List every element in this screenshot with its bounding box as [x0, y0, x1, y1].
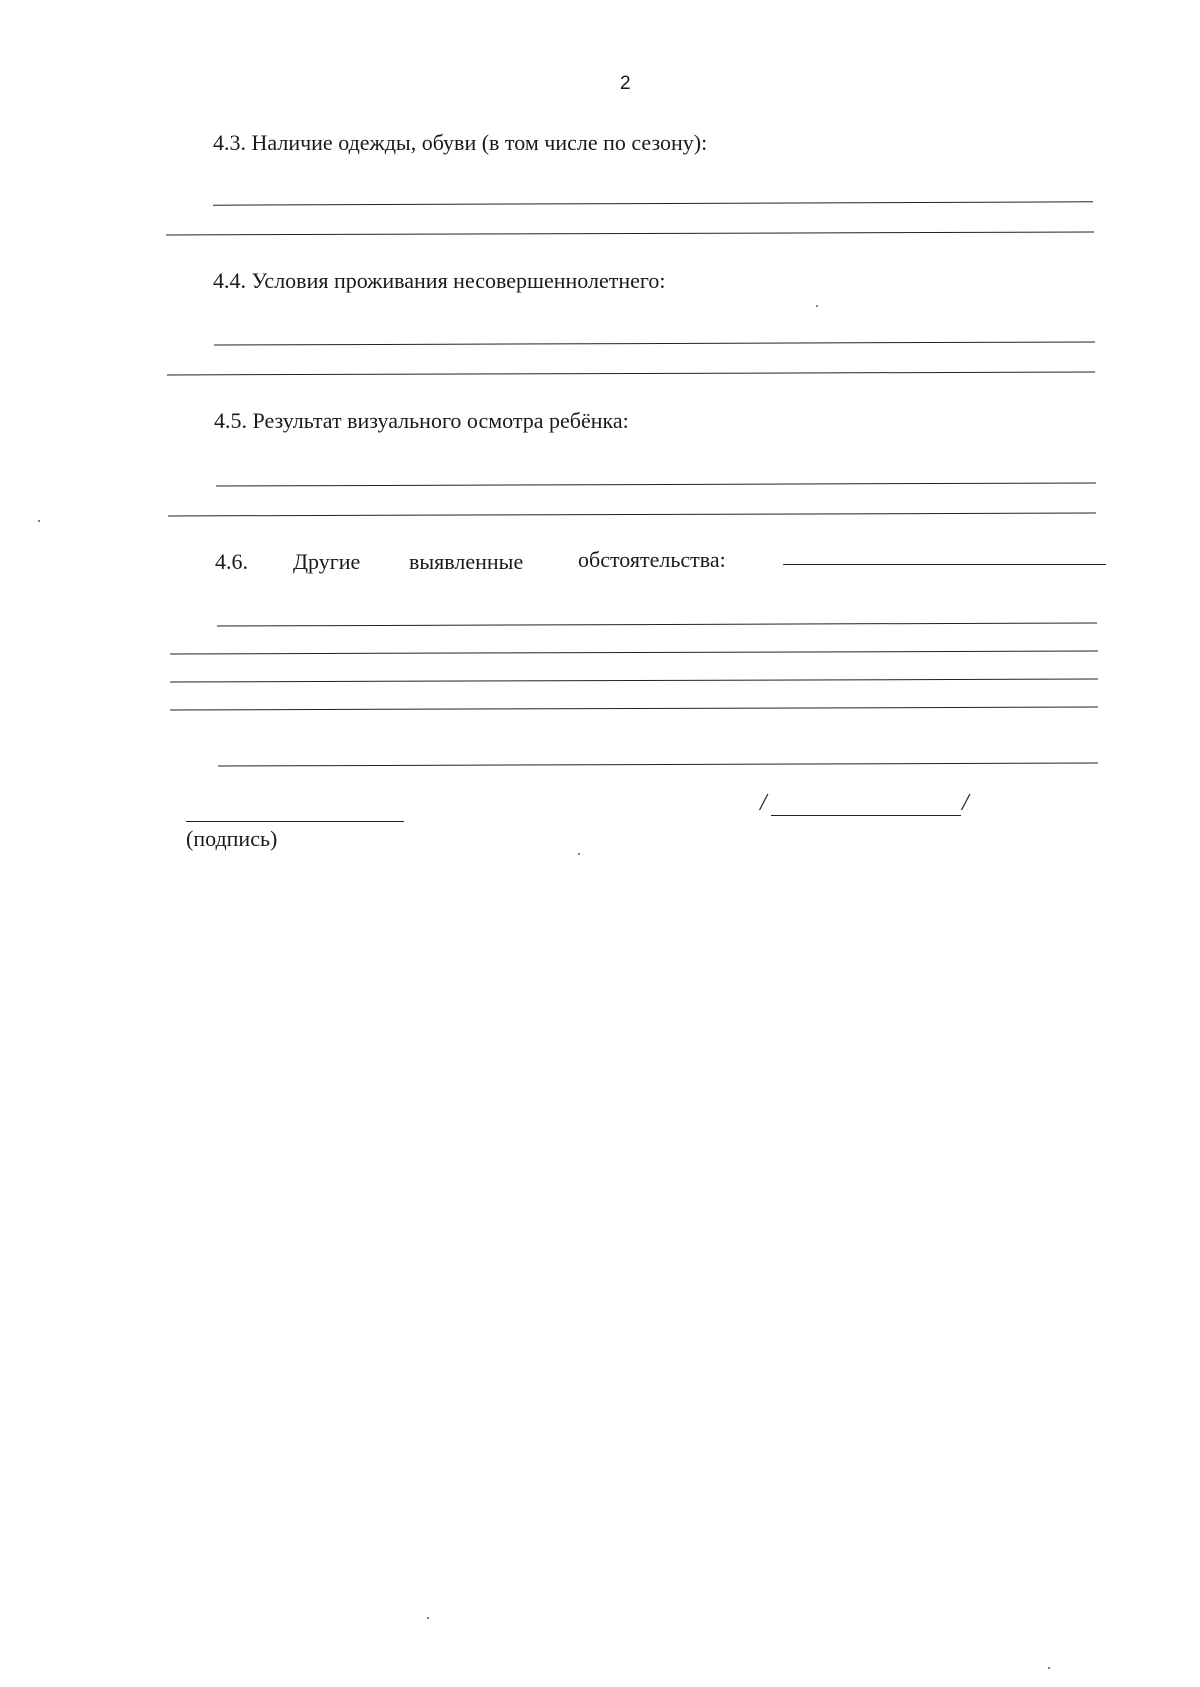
- section-4-6-number: 4.6.: [215, 549, 248, 574]
- section-4-6-inline-line[interactable]: [783, 564, 1106, 565]
- section-4-4-answer-line-1[interactable]: [214, 341, 1095, 345]
- scan-speck: [578, 853, 580, 855]
- section-4-6-word-1: Другие: [293, 549, 361, 574]
- scan-speck: [816, 305, 818, 307]
- section-4-6-answer-line-5[interactable]: [218, 762, 1098, 766]
- section-4-4-label: 4.4. Условия проживания несовершеннолетнего:: [213, 268, 666, 293]
- signature-caption: (подпись): [186, 826, 278, 851]
- scan-speck: [38, 520, 40, 522]
- name-line[interactable]: [771, 815, 961, 816]
- section-4-6-answer-line-4[interactable]: [170, 707, 1098, 711]
- section-4-3-answer-line-2[interactable]: [166, 232, 1094, 236]
- name-slash-right: /: [962, 790, 969, 816]
- section-4-5-answer-line-2[interactable]: [168, 513, 1096, 517]
- page-number: 2: [620, 73, 631, 94]
- section-4-3-label: 4.3. Наличие одежды, обуви (в том числе по сезону):: [213, 130, 708, 155]
- section-4-5-label: 4.5. Результат визуального осмотра ребёнка:: [214, 408, 629, 433]
- section-4-6-word-2: выявленные: [409, 549, 524, 574]
- scan-speck: [427, 1617, 429, 1619]
- section-4-6-answer-line-1[interactable]: [217, 622, 1097, 626]
- scan-speck: [1048, 1667, 1050, 1669]
- signature-line[interactable]: [186, 821, 404, 822]
- section-4-6-answer-line-2[interactable]: [170, 651, 1098, 655]
- section-4-3-answer-line-1[interactable]: [213, 201, 1093, 205]
- section-4-5-answer-line-1[interactable]: [216, 482, 1096, 486]
- section-4-6-word-3: обстоятельства:: [578, 547, 726, 572]
- section-4-6-answer-line-3[interactable]: [170, 679, 1098, 683]
- section-4-4-answer-line-2[interactable]: [167, 372, 1095, 376]
- name-slash-left: /: [760, 790, 767, 816]
